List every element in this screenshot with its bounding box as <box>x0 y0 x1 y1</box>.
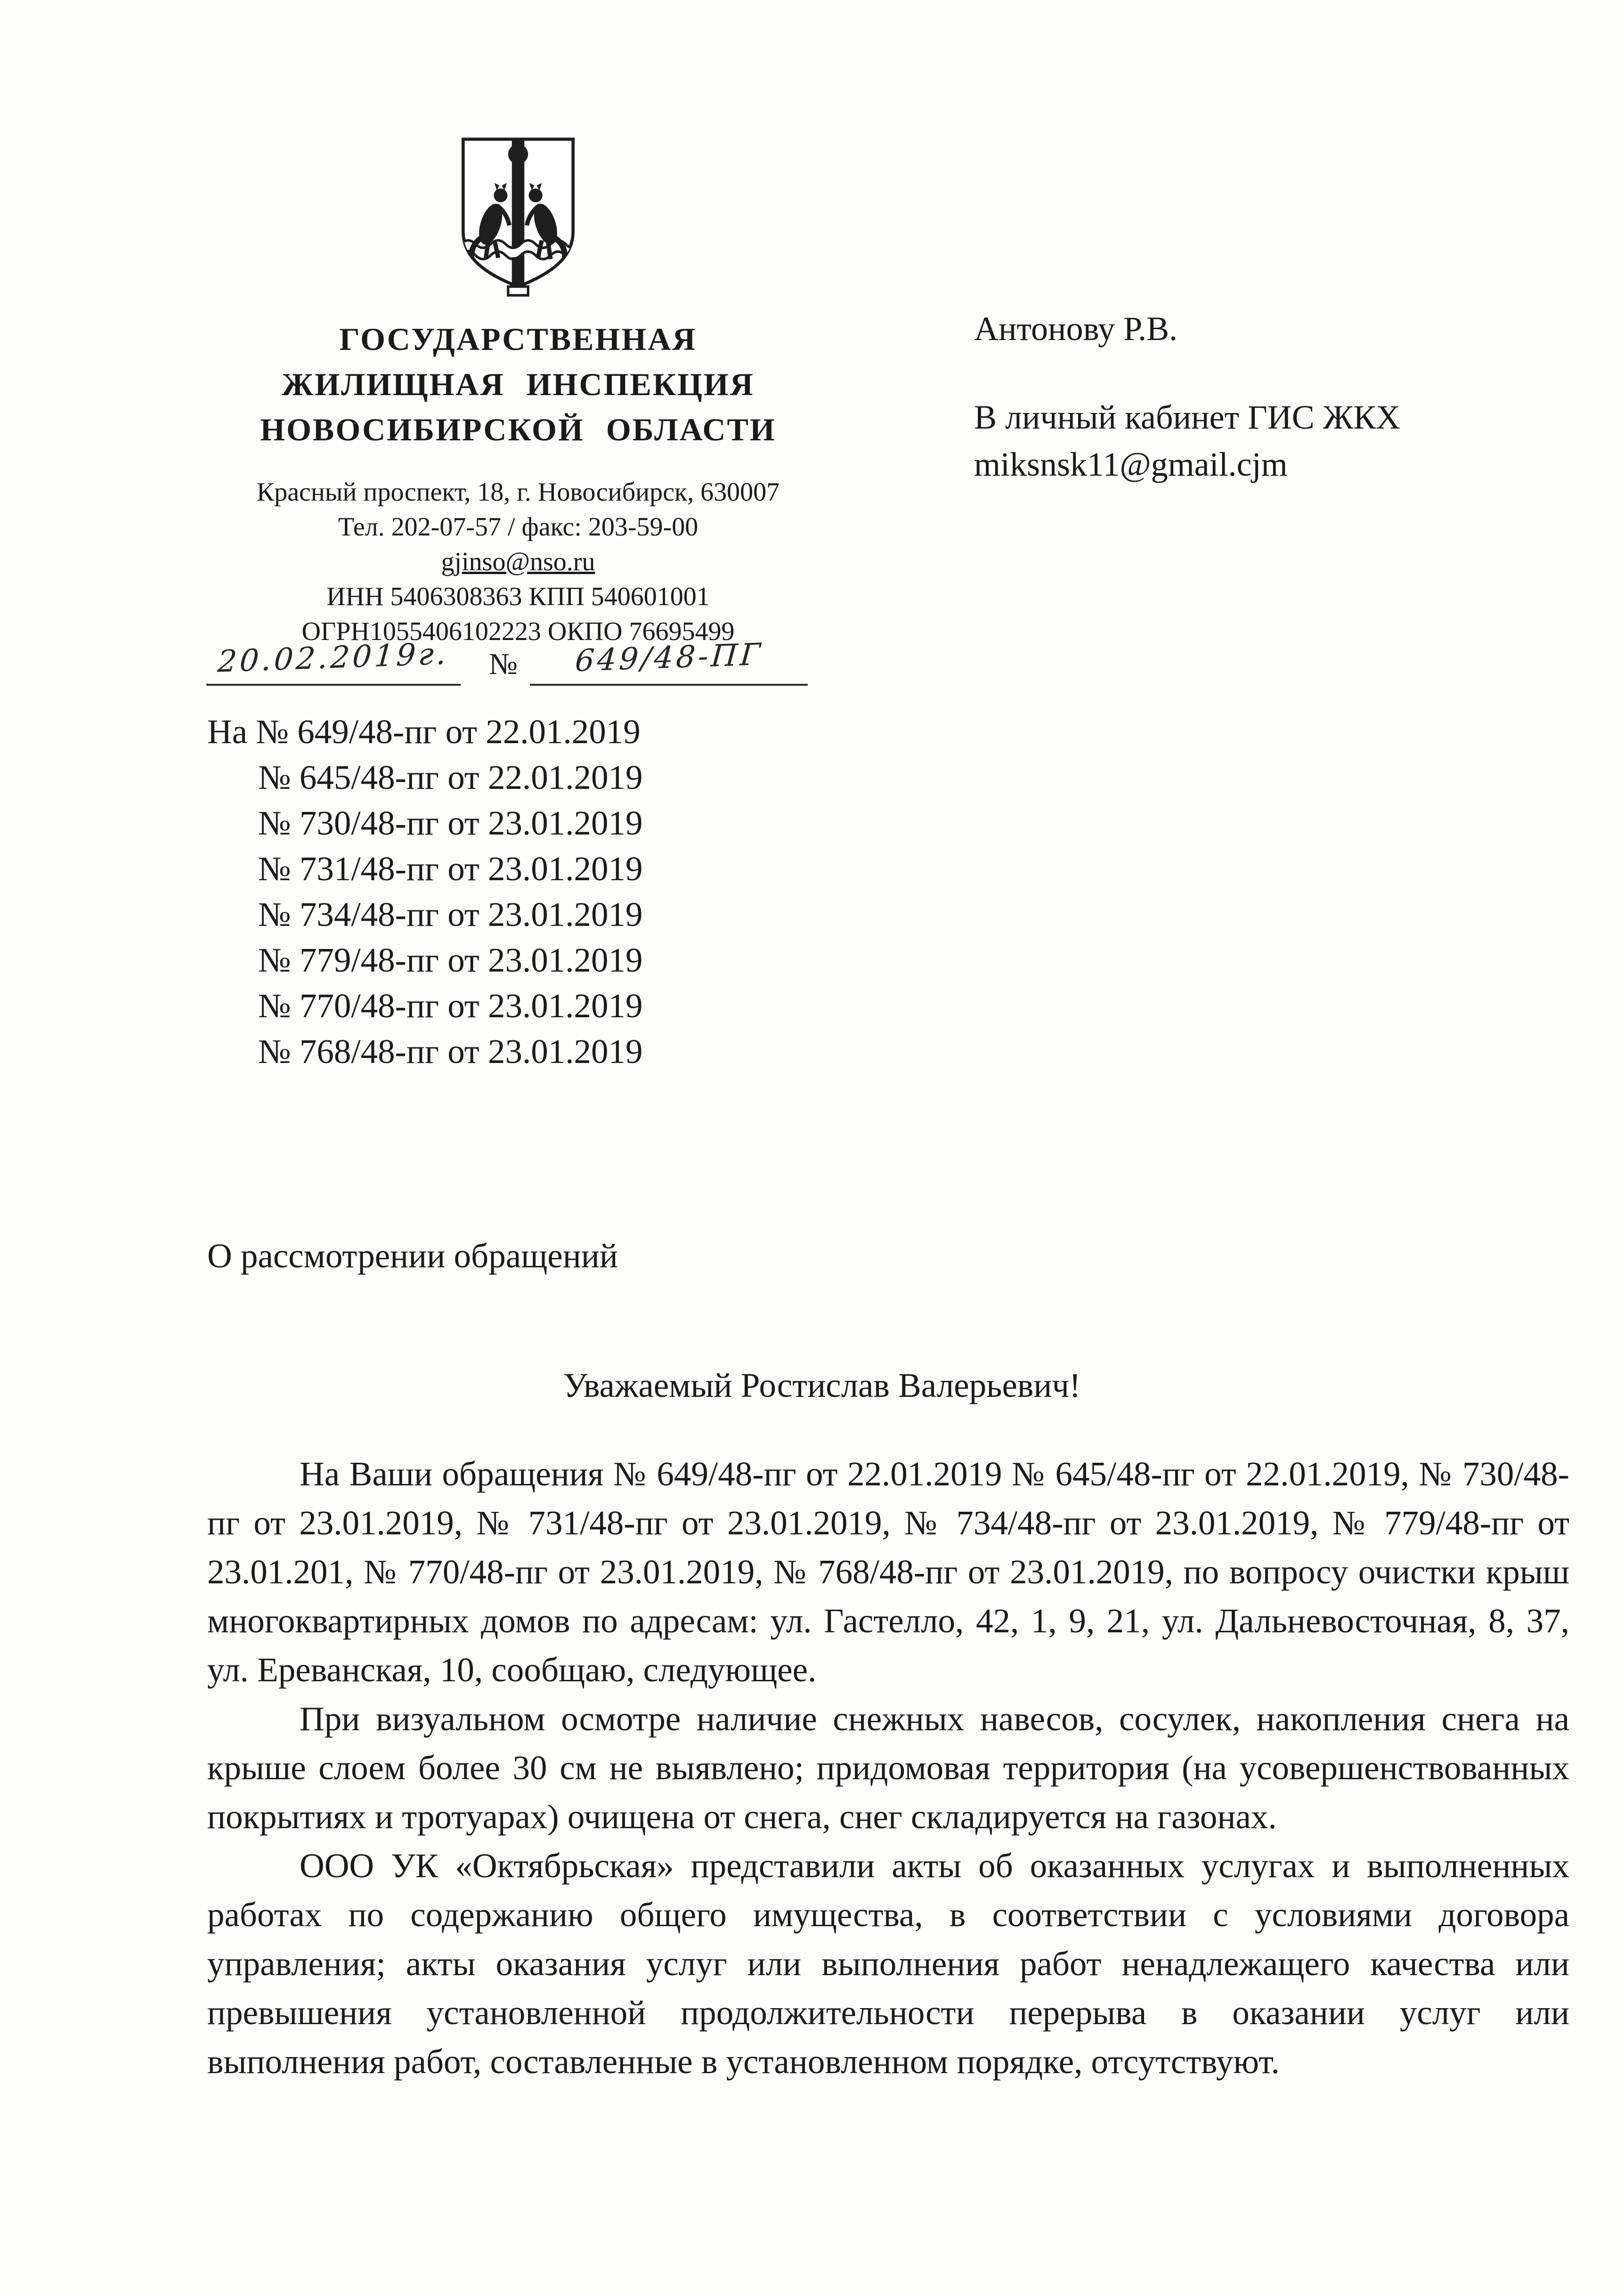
reference-item: № 731/48-пг от 23.01.2019 <box>258 850 643 888</box>
registration-line <box>206 636 808 688</box>
handwritten-date: 20.02.2019г. <box>216 636 451 680</box>
subject-line: О рассмотрении обращений <box>207 1237 618 1275</box>
number-sign: № <box>489 647 518 681</box>
recipient-email: miksnsk11@gmail.cjm <box>974 446 1288 483</box>
recipient-name: Антонову Р.В. <box>974 310 1178 348</box>
org-email: gjinso@nso.ru <box>441 547 595 576</box>
reference-item: № 730/48-пг от 23.01.2019 <box>258 804 643 842</box>
number-underline <box>530 637 808 686</box>
org-address: Красный проспект, 18, г. Новосибирск, 630007 <box>256 478 780 507</box>
org-email-row <box>198 544 838 579</box>
reference-item: № 768/48-пг от 23.01.2019 <box>258 1032 643 1070</box>
org-name-line: ГОСУДАРСТВЕННАЯ <box>339 321 697 357</box>
reference-item: № 770/48-пг от 23.01.2019 <box>258 987 643 1025</box>
org-name-block <box>198 316 838 452</box>
letterhead-details <box>198 475 838 649</box>
date-underline <box>206 636 461 686</box>
org-name-line: НОВОСИБИРСКОЙ ОБЛАСТИ <box>260 412 776 447</box>
org-name-line: ЖИЛИЩНАЯ ИНСПЕКЦИЯ <box>282 366 755 402</box>
handwritten-number: 649/48-ПГ <box>574 637 764 679</box>
salutation: Уважаемый Ростислав Валерьевич! <box>563 1366 1081 1404</box>
coat-of-arms-drawing <box>450 134 586 299</box>
reference-item: № 645/48-пг от 22.01.2019 <box>258 758 643 796</box>
org-ogrn-okpo: ОГРН1055406102223 ОКПО 76695499 <box>301 617 735 646</box>
body-paragraph: На Ваши обращения № 649/48-пг от 22.01.2019 № 645/48-пг от 22.01.2019, № 730/48-пг от 23.01.2019, № 731/48-пг от 23.01.2019, № 734/48-пг от 23.01.2019, № 779/48-пг от 23.01.201, № 770/48-пг от 23.01.2019, № 768/48-пг от 23.01.2019, по вопросу очистки крыш многоквартирных домов по адресам: ул. Гастелло, 42, 1, 9, 21, ул. Дальневосточная, 8, 37, ул. Ереванская, 10, сообщаю, следующее. <box>207 1455 1569 1689</box>
recipient-block <box>974 305 1400 488</box>
recipient-delivery: В личный кабинет ГИС ЖКХ <box>974 398 1401 436</box>
letter-body <box>207 1450 1569 2086</box>
coat-of-arms <box>450 134 586 299</box>
reference-item: № 734/48-пг от 23.01.2019 <box>258 895 643 933</box>
org-phone-fax: Тел. 202-07-57 / факс: 203-59-00 <box>338 512 698 542</box>
body-paragraph: ООО УК «Октябрьская» представили акты об оказанных услугах и выполненных работах по содержанию общего имущества, в соответствии с условиями договора управления; акты оказания услуг или выполнения работ ненадлежащего качества или превышения установленной продолжительности перерыва в оказании услуг или выполнения работ, составленные в установленном порядке, отсутствуют. <box>207 1847 1569 2081</box>
reference-item: На № 649/48-пг от 22.01.2019 <box>207 713 641 751</box>
reference-list <box>207 709 642 1074</box>
body-paragraph: При визуальном осмотре наличие снежных навесов, сосулек, накопления снега на крыше слоем более 30 см не выявлено; придомовая территория (на усовершенствованных покрытиях и тротуарах) очищена от снега, снег складируется на газонах. <box>207 1700 1569 1836</box>
org-inn-kpp: ИНН 5406308363 КПП 540601001 <box>326 582 710 611</box>
reference-item: № 779/48-пг от 23.01.2019 <box>258 941 643 979</box>
